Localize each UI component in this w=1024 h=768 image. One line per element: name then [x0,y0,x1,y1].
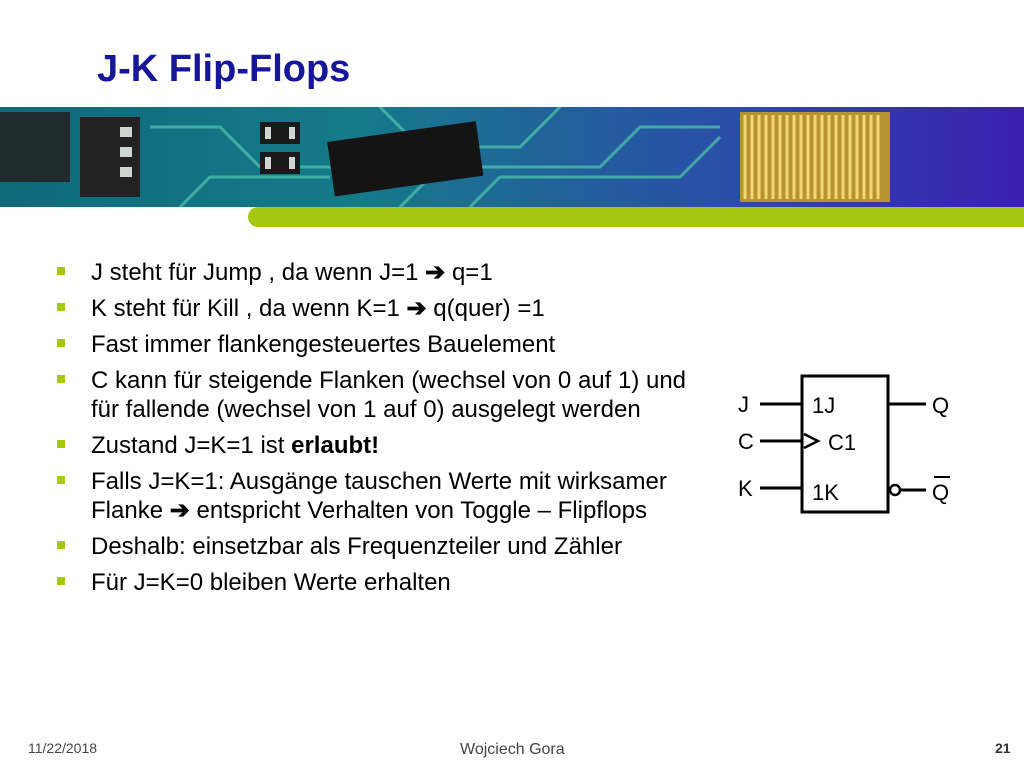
page-number: 21 [995,740,1011,756]
bullet-square-icon [57,577,65,585]
box-label-c1: C1 [828,430,857,455]
input-label-c: C [738,429,754,454]
input-label-k: K [738,476,753,501]
list-item: Zustand J=K=1 ist erlaubt! [54,431,694,460]
slide-title: J-K Flip-Flops [97,48,351,90]
bullet-square-icon [57,440,65,448]
box-label-1k: 1K [812,480,839,505]
right-arrow-icon: ➔ [169,497,190,524]
accent-bar [248,207,1024,227]
right-arrow-icon: ➔ [406,295,427,322]
footer-author: Wojciech Gora [460,741,565,758]
jk-flipflop-symbol [730,372,970,527]
list-item: Fast immer flankengesteuertes Bauelement [54,330,694,359]
input-label-j: J [738,392,749,417]
list-item: K steht für Kill , da wenn K=1 ➔ q(quer) =1 [54,294,694,323]
box-label-1j: 1J [812,393,836,418]
bullet-list [54,258,694,604]
bullet-square-icon [57,339,65,347]
output-label-q: Q [932,393,950,418]
bullet-square-icon [57,476,65,484]
right-arrow-icon: ➔ [425,259,446,286]
footer-date: 11/22/2018 [28,740,98,756]
bullet-square-icon [57,375,65,383]
bullet-square-icon [57,267,65,275]
list-item: Deshalb: einsetzbar als Frequenzteiler und Zähler [54,532,694,561]
output-label-q-bar: Q [932,480,950,505]
bullet-square-icon [57,303,65,311]
list-item: J steht für Jump , da wenn J=1 ➔ q=1 [54,258,694,287]
list-item: C kann für steigende Flanken (wechsel von 0 auf 1) und für fallende (wechsel von 1 auf 0) ausgelegt werden [54,366,694,424]
list-item: Falls J=K=1: Ausgänge tauschen Werte mit wirksamer Flanke ➔ entspricht Verhalten von Toggle – Flipflops [54,467,694,525]
list-item: Für J=K=0 bleiben Werte erhalten [54,568,694,597]
circuit-board-banner [0,107,1024,207]
bullet-square-icon [57,541,65,549]
